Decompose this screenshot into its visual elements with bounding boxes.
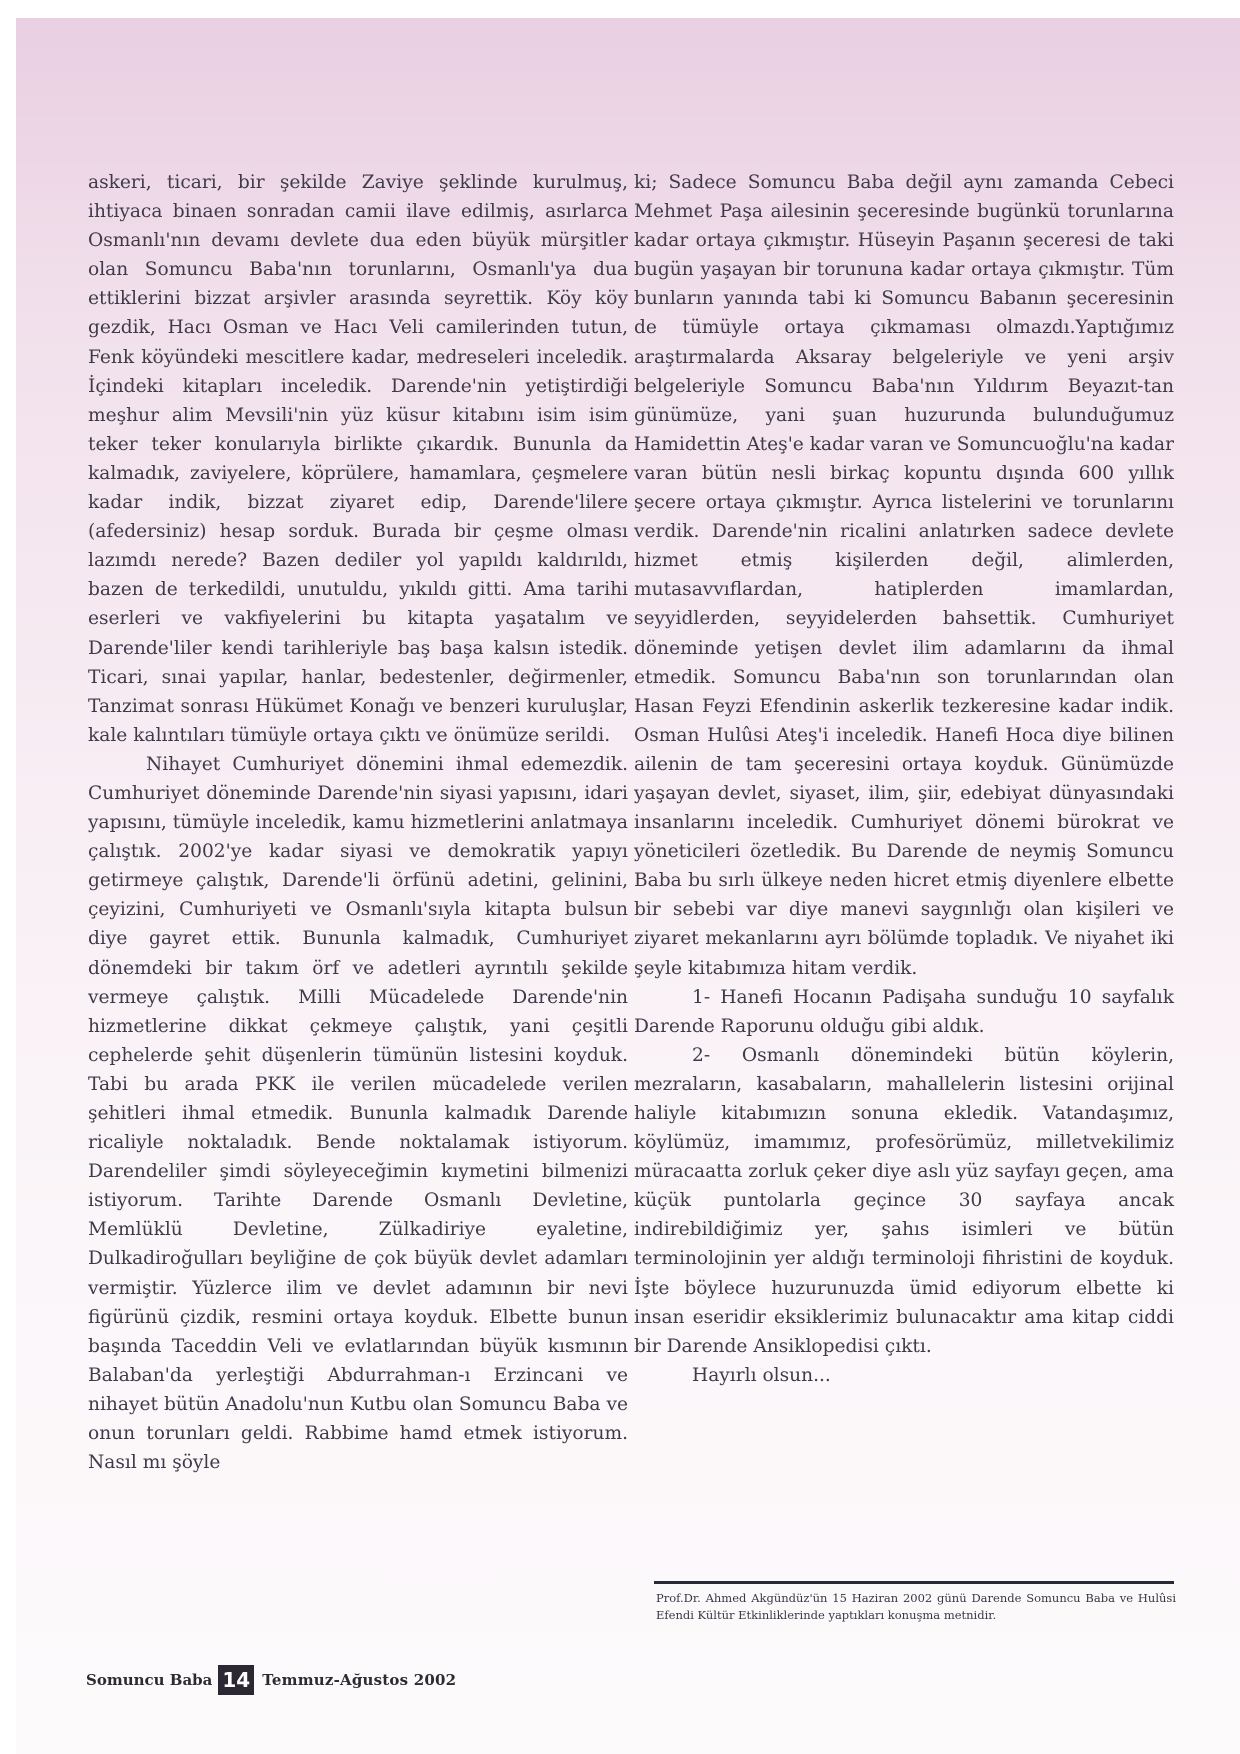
magazine-page <box>16 18 1240 1754</box>
closing-line: Hayırlı olsun... <box>692 1364 831 1386</box>
issue-date: Temmuz-Ağustos 2002 <box>262 1671 457 1689</box>
body-paragraph: ki; Sadece Somuncu Baba değil aynı zamanda Cebeci Mehmet Paşa ailesinin şeceresinde bugünkü torunlarına kadar ortaya çıkmıştır. Hüseyin Paşanın şeceresi de taki bugün yaşayan bir torununa kadar ortaya çıkmıştır. Tüm bunların yanında tabi ki Somuncu Babanın şeceresinin de tümüyle ortaya çıkmaması olmazdı.Yaptığımız araştırmalarda Aksaray belgeleriyle ve yeni arşiv belgeleriyle Somuncu Baba'nın Yıldırım Beyazıt-tan günümüze, yani şuan huzurunda bulunduğumuz Hamidettin Ateş'e kadar varan ve Somuncuoğlu'na kadar varan bütün nesli birkaç kopuntu dışında 600 yıllık şecere ortaya çıkmıştır. Ayrıca listelerini ve torunlarını verdik. Darende'nin ricalini anlatırken sadece devlete hizmet etmiş kişilerden değil, alimlerden, mutasavvıflardan, hatiplerden imamlardan, seyyidlerden, seyyidelerden bahsettik. Cumhuriyet döneminde yetişen devlet ilim adamlarını da ihmal etmedik. Somuncu Baba'nın son torunlarından olan Hasan Feyzi Efendinin askerlik tezkeresine kadar indik. Osman Hulûsi Ateş'i inceledik. Hanefi Hoca diye bilinen ailenin de tam şeceresini ortaya koyduk. Günümüzde yaşayan devlet, siyaset, ilim, şiir, edebiyat dünyasındaki insanlarını inceledik. Cumhuriyet dönemi bürokrat ve yöneticileri özetledik. Bu Darende de neymiş Somuncu Baba bu sırlı ülkeye neden hicret etmiş diyenlere elbette bir sebebi var diye manevi saygınlığı olan kişileri ve ziyaret mekanlarını ayrı bölümde topladık. Ve niyahet iki şeyle kitabımıza hitam verdik. <box>634 172 1174 979</box>
footnote: Prof.Dr. Ahmed Akgündüz'ün 15 Haziran 2002 günü Darende Somuncu Baba ve Hulûsi Efendi Kültür Etkinliklerinde yaptıkları konuşma metnidir. <box>656 1591 1176 1622</box>
body-paragraph: Nihayet Cumhuriyet dönemini ihmal edemezdik. Cumhuriyet döneminde Darende'nin siyasi yapısını, idari yapısını, tümüyle inceledik, kamu hizmetlerini anlatmaya çalıştık. 2002'ye kadar siyasi ve demokratik yapıyı getirmeye çalıştık, Darende'li örfünü adetini, gelinini, çeyizini, Cumhuriyeti ve Osmanlı'sıyla kitapta bulsun diye gayret ettik. Bununla kalmadık, Cumhuriyet dönemdeki bir takım örf ve adetleri ayrıntılı şekilde vermeye çalıştık. Milli Mücadelede Darende'nin hizmetlerine dikkat çekmeye çalıştık, yani çeşitli cephelerde şehit düşenlerin tümünün listesini koyduk. Tabi bu arada PKK ile verilen mücadelede verilen şehitleri ihmal etmedik. Bununla kalmadık Darende ricaliyle noktaladık. Bende noktalamak istiyorum. Darendeliler şimdi söyleyeceğimin kıymetini bilmenizi istiyorum. Tarihte Darende Osmanlı Devletine, Memlüklü Devletine, Zülkadiriye eyaletine, Dulkadiroğulları beyliğine de çok büyük devlet adamları vermiştir. Yüzlerce ilim ve devlet adamının bir nevi figürünü çizdik, resmini ortaya koyduk. Elbette bunun başında Taceddin Veli ve evlatlarından büyük kısmının Balaban'da yerleştiği Abdurrahman-ı Erzincani ve nihayet bütün Anadolu'nun Kutbu olan Somuncu Baba ve onun torunları geldi. Rabbime hamd etmek istiyorum. Nasıl mı şöyle <box>88 753 628 1474</box>
page-number: 14 <box>218 1665 254 1695</box>
footnote-divider <box>654 1581 1174 1584</box>
right-text-column <box>634 168 1174 1390</box>
body-paragraph: 2- Osmanlı dönemindeki bütün köylerin, mezraların, kasabaların, mahallelerin listesini orijinal haliyle kitabımızın sonuna ekledik. Vatandaşımız, köylümüz, imamımız, profesörümüz, milletvekilimiz müracaatta zorluk çeker diye aslı yüz sayfayı geçen, ama küçük puntolarla geçince 30 sayfaya ancak indirebildiğimiz yer, şahıs isimleri ve bütün terminolojinin yer aldığı terminoloji fihristini de koyduk. İşte böylece huzurunuzda ümid ediyorum elbette ki insan eseridir eksiklerimiz bulunacaktır ama kitap ciddi bir Darende Ansiklopedisi çıktı. <box>634 1044 1174 1357</box>
left-text-column <box>88 168 628 1477</box>
magazine-name: Somuncu Baba <box>86 1671 213 1689</box>
body-paragraph: 1- Hanefi Hocanın Padişaha sunduğu 10 sayfalık Darende Raporunu olduğu gibi aldık. <box>634 986 1174 1037</box>
body-paragraph: askeri, ticari, bir şekilde Zaviye şeklinde kurulmuş, ihtiyaca binaen sonradan camii ilave edilmiş, asırlarca Osmanlı'nın devamı devlete dua eden büyük mürşitler olan Somuncu Baba'nın torunlarını, Osmanlı'ya dua ettiklerini bizzat arşivler arasında seyrettik. Köy köy gezdik, Hacı Osman ve Hacı Veli camilerinden tutun, Fenk köyündeki mescitlere kadar, medreseleri inceledik. İçindeki kitapları inceledik. Darende'nin yetiştirdiği meşhur alim Mevsili'nin yüz küsur kitabını isim isim teker teker konularıyla birlikte çıkardık. Bununla da kalmadık, zaviyelere, köprülere, hamamlara, çeşmelere kadar indik, bizzat ziyaret edip, Darende'lilere (afedersiniz) hesap sorduk. Burada bir çeşme olması lazımdı nerede? Bazen dediler yol yapıldı kaldırıldı, bazen de terkedildi, unutuldu, yıkıldı gitti. Ama tarihi eserleri ve vakfiyelerini bu kitapta yaşatalım ve Darende'liler kendi tarihleriyle baş başa kalsın istedik. Ticari, sınai yapılar, hanlar, bedestenler, değirmenler, Tanzimat sonrası Hükümet Konağı ve benzeri kuruluşlar, kale kalıntıları tümüyle ortaya çıktı ve önümüze serildi. <box>88 172 628 746</box>
page-footer <box>86 1663 456 1697</box>
